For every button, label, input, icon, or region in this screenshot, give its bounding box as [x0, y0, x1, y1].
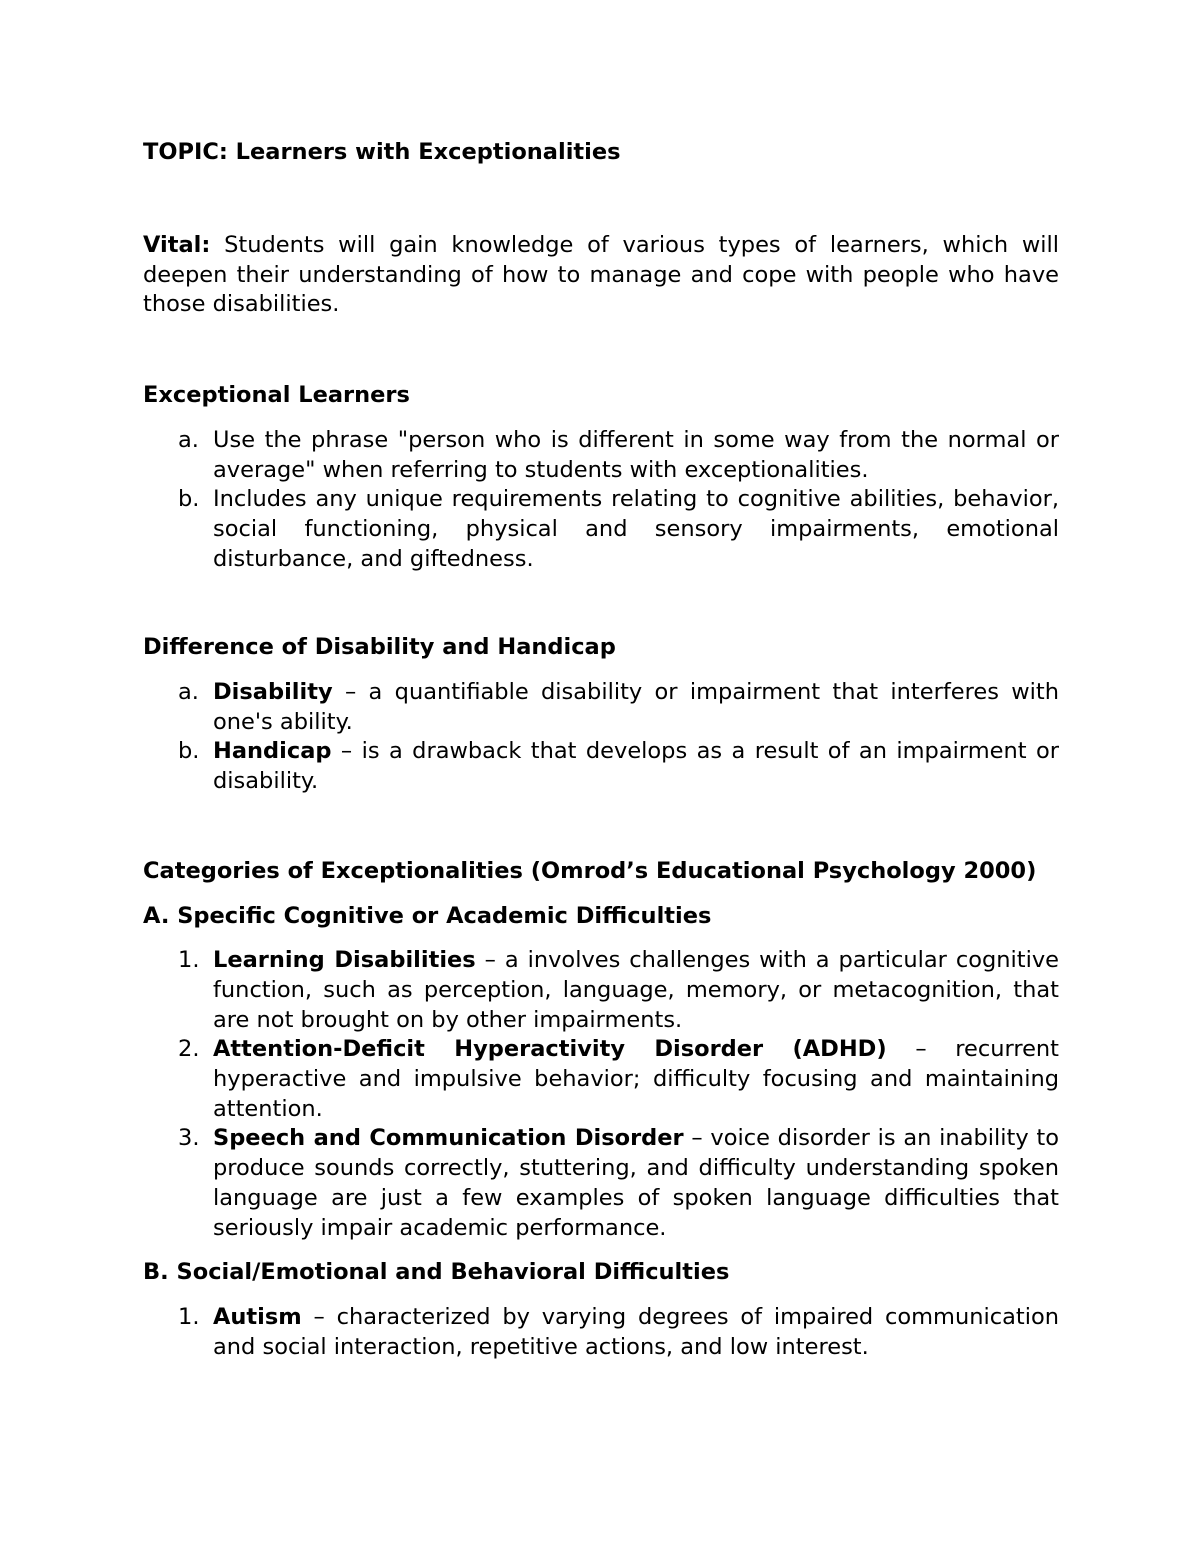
term-label: Speech and Communication Disorder [213, 1125, 684, 1152]
difference-list [143, 678, 1059, 797]
list-item-text: Use the phrase "person who is different in some way from the normal or average" when referring to students with exceptionalities. [213, 426, 1059, 483]
list-item [143, 946, 1059, 1035]
categories-heading: Categories of Exceptionalities (Omrod’s Educational Psychology 2000) [143, 857, 1037, 884]
list-marker: 2. [178, 1036, 200, 1063]
list-marker: b. [178, 486, 200, 513]
list-item [143, 1303, 1059, 1362]
term-label: Learning Disabilities [213, 947, 476, 974]
term-label: Handicap [213, 738, 332, 765]
document-page [143, 138, 1059, 1362]
term-label: Autism [213, 1303, 302, 1330]
section-b-list [143, 1303, 1059, 1362]
list-item-text: – is a drawback that develops as a result of an impairment or disability. [213, 738, 1059, 795]
list-marker: b. [178, 738, 200, 765]
vital-paragraph [143, 231, 1059, 320]
section-a-heading: A. Specific Cognitive or Academic Difficulties [143, 902, 712, 929]
section-a-list [143, 946, 1059, 1243]
list-marker: 3. [178, 1125, 200, 1152]
exceptional-learners-heading: Exceptional Learners [143, 382, 410, 409]
term-label: Attention-Deficit Hyperactivity Disorder (ADHD) [213, 1036, 887, 1063]
list-item [143, 426, 1059, 485]
list-marker: 1. [178, 1303, 200, 1330]
list-marker: a. [178, 679, 199, 706]
list-item [143, 1035, 1059, 1124]
list-marker: 1. [178, 947, 200, 974]
list-item [143, 678, 1059, 737]
vital-text: Students will gain knowledge of various types of learners, which will deepen their understanding of how to manage and cope with people who have those disabilities. [143, 232, 1059, 318]
list-item-text: – voice disorder is an inability to produce sounds correctly, stuttering, and difficulty understanding spoken language are just a few examples of spoken language difficulties that seriously impair academic performance. [213, 1125, 1059, 1241]
list-item-text: – recurrent hyperactive and impulsive behavior; difficulty focusing and maintaining attention. [213, 1036, 1059, 1122]
list-item-text: Includes any unique requirements relating to cognitive abilities, behavior, social functioning, physical and sensory impairments, emotional disturbance, and giftedness. [213, 486, 1059, 572]
list-item [143, 1124, 1059, 1243]
section-b-heading: B. Social/Emotional and Behavioral Difficulties [143, 1259, 730, 1286]
list-item [143, 737, 1059, 796]
vital-label: Vital: [143, 232, 211, 258]
list-item-text: – a quantifiable disability or impairment that interferes with one's ability. [213, 679, 1059, 735]
difference-heading: Difference of Disability and Handicap [143, 634, 616, 661]
list-item-text: – a involves challenges with a particular cognitive function, such as perception, language, memory, or metacognition, that are not brought on by other impairments. [213, 947, 1059, 1033]
list-item-text: – characterized by varying degrees of impaired communication and social interaction, repetitive actions, and low interest. [213, 1303, 1059, 1360]
term-label: Disability [213, 679, 333, 706]
document-title: TOPIC: Learners with Exceptionalities [143, 139, 621, 165]
list-item [143, 485, 1059, 574]
exceptional-learners-list [143, 426, 1059, 575]
list-marker: a. [178, 426, 199, 453]
